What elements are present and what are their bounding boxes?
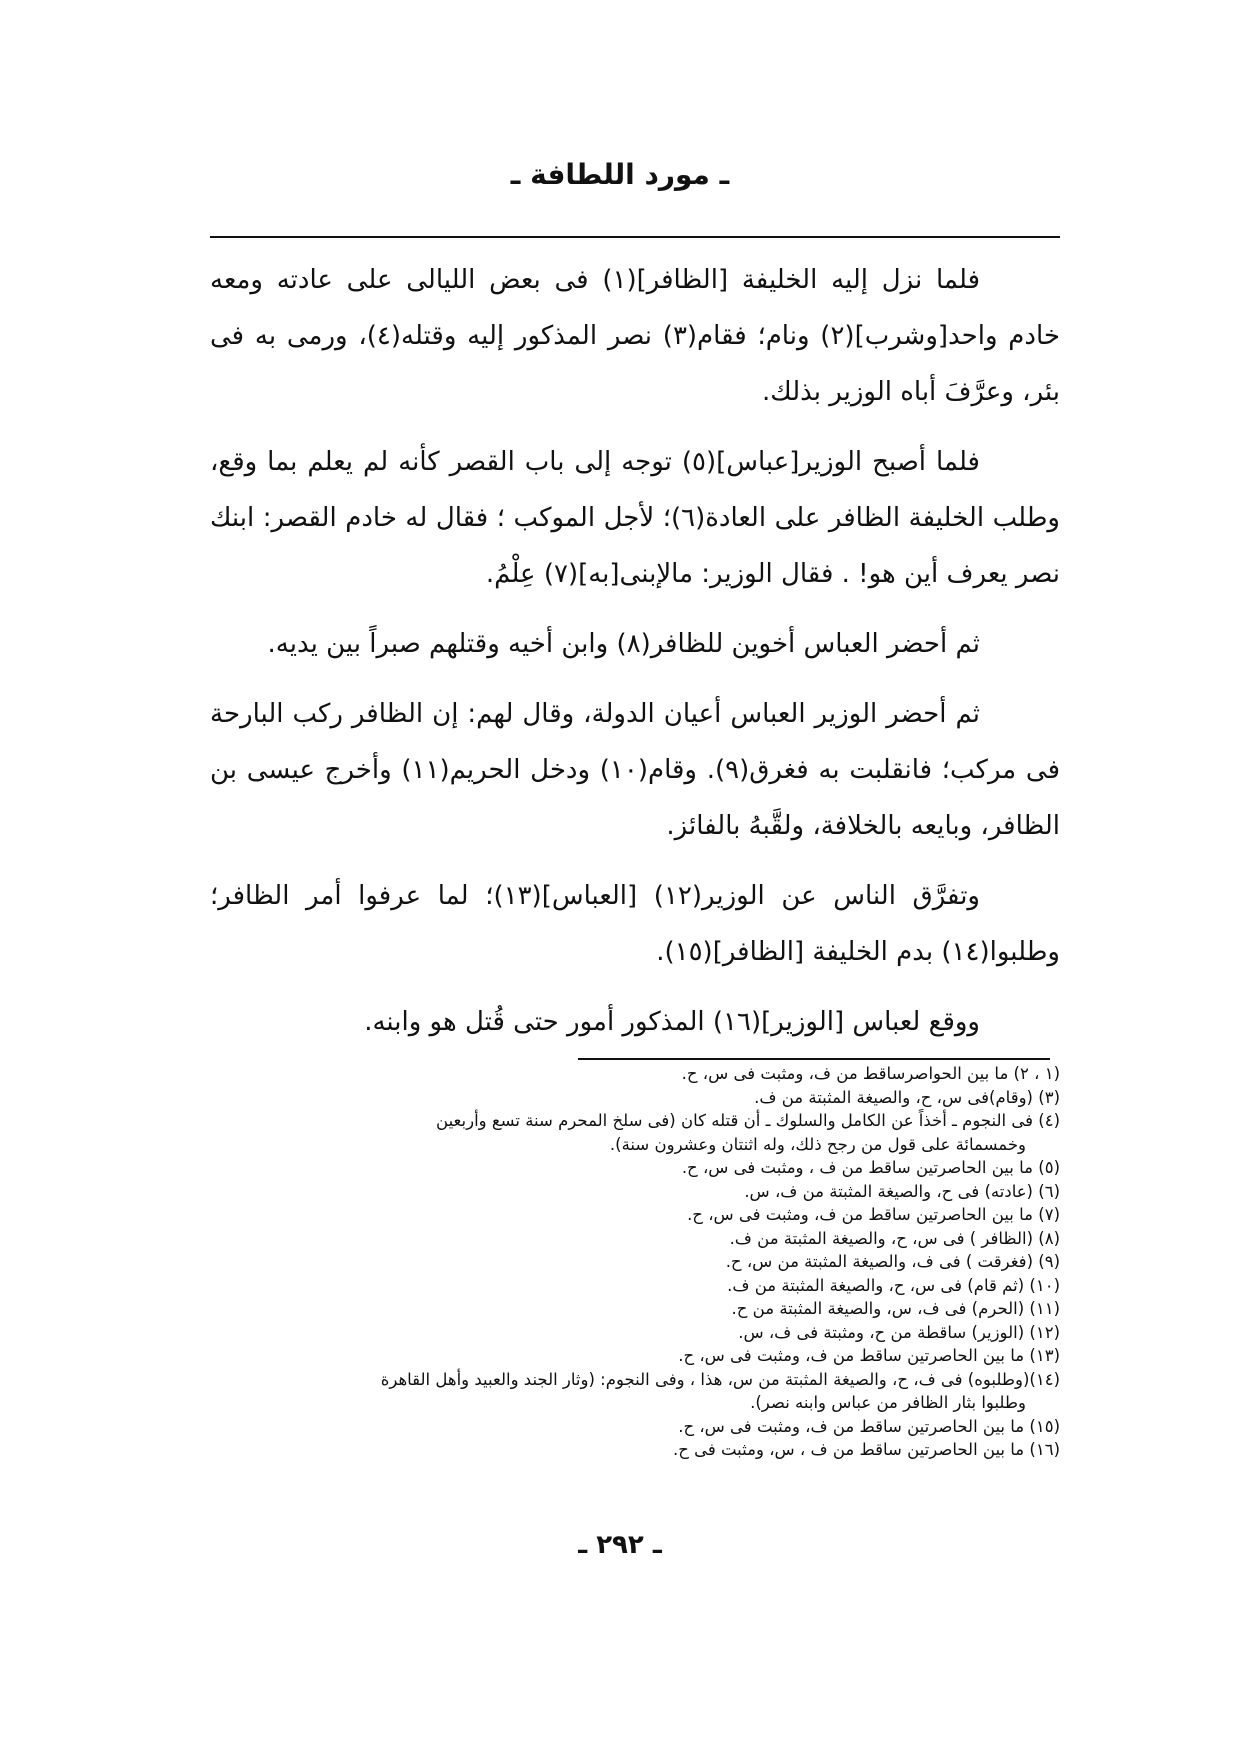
footnote-5: (٥) ما بين الحاصرتين ساقط من ف ، ومثبت فى س، ح. (681, 1158, 1060, 1177)
footnote-10: (١٠) (ثم قام) فى س، ح، والصيغة المثبتة من ف. (727, 1275, 1060, 1295)
footnote-9: (٩) (فغرقت ) فى ف، والصيغة المثبتة من س، ح. (725, 1252, 1060, 1271)
footnote-8: (٨) (الظافر ) فى س، ح، والصيغة المثبتة من ف. (729, 1228, 1060, 1248)
footnote-6: (٦) (عادته) فى ح، والصيغة المثبتة من ف، س. (744, 1181, 1060, 1201)
paragraph-6: ووقع لعباس [الوزير](١٦) المذكور أمور حتى قُتل هو وابنه. (364, 1007, 980, 1037)
running-header: ـ مورد اللطافة ـ (510, 158, 730, 191)
footnotes (210, 1062, 1060, 1462)
footnote-1-2: (١ ، ٢) ما بين الحواصرساقط من ف، ومثبت فى س، ح. (681, 1064, 1060, 1083)
footnote-4-continued: وخمسمائة على قول من رجح ذلك، وله اثنتان وعشرون سنة). (609, 1134, 1026, 1154)
footnote-15: (١٥) ما بين الحاصرتين ساقط من ف، ومثبت فى س، ح. (678, 1416, 1060, 1436)
paragraph-2: فلما أصبح الوزير[عباس](٥) توجه إلى باب القصر كأنه لم يعلم بما وقع، وطلب الخليفة الظافر على العادة(٦)؛ لأجل الموكب ؛ فقال له خادم القصر: ابنك نصر يعرف أين هو! . فقال الوزير: مالإبنى[به](٧) عِلْمُ. (210, 447, 1060, 589)
footnote-16: (١٦) ما بين الحاصرتين ساقط من ف ، س، ومثبت فى ح. (672, 1440, 1060, 1459)
paragraph-3: ثم أحضر العباس أخوين للظافر(٨) وابن أخيه وقتلهم صبراً بين يديه. (267, 629, 980, 659)
page-number: ـ ٢٩٢ ـ (578, 1530, 662, 1560)
footnote-rule (578, 1058, 1050, 1060)
footnote-3: (٣) (وقام)فى س، ح، والصيغة المثبتة من ف. (754, 1087, 1060, 1107)
footnote-4: (٤) فى النجوم ـ أخذاً عن الكامل والسلوك ـ أن قتله كان (فى سلخ المحرم سنة تسع وأربعين (436, 1111, 1060, 1130)
footnote-14: (١٤)(وطلبوه) فى ف، ح، والصيغة المثبتة من س، هذا ، وفى النجوم: (وثار الجند والعبيد وأهل القاهرة (380, 1369, 1060, 1389)
body-text (210, 252, 1060, 1064)
footnote-7: (٧) ما بين الحاصرتين ساقط من ف، ومثبت فى س، ح. (687, 1205, 1060, 1224)
paragraph-5: وتفرَّق الناس عن الوزير(١٢) [العباس](١٣)؛ لما عرفوا أمر الظافر؛ وطلبوا(١٤) بدم الخليفة [الظافر](١٥). (210, 881, 1060, 967)
header-rule (210, 236, 1060, 238)
paragraph-1: فلما نزل إليه الخليفة [الظافر](١) فى بعض الليالى على عادته ومعه خادم واحد[وشرب](٢) ونام؛ فقام(٣) نصر المذكور إليه وقتله(٤)، ورمى به فى بئر، وعرَّفَ أباه الوزير بذلك. (210, 265, 1060, 407)
footnote-12: (١٢) (الوزير) ساقطة من ح، ومثبتة فى ف، س. (738, 1322, 1060, 1342)
footnote-13: (١٣) ما بين الحاصرتين ساقط من ف، ومثبت فى س، ح. (678, 1346, 1060, 1365)
paragraph-4: ثم أحضر الوزير العباس أعيان الدولة، وقال لهم: إن الظافر ركب البارحة فى مركب؛ فانقلبت به فغرق(٩). وقام(١٠) ودخل الحريم(١١) وأخرج عيسى بن الظافر، وبايعه بالخلافة، ولقَّبهُ بالفائز. (210, 699, 1061, 841)
footnote-11: (١١) (الحرم) فى ف، س، والصيغة المثبتة من ح. (731, 1299, 1060, 1318)
footnote-14-continued: وطلبوا بثار الظافر من عباس وابنه نصر). (750, 1393, 1026, 1412)
